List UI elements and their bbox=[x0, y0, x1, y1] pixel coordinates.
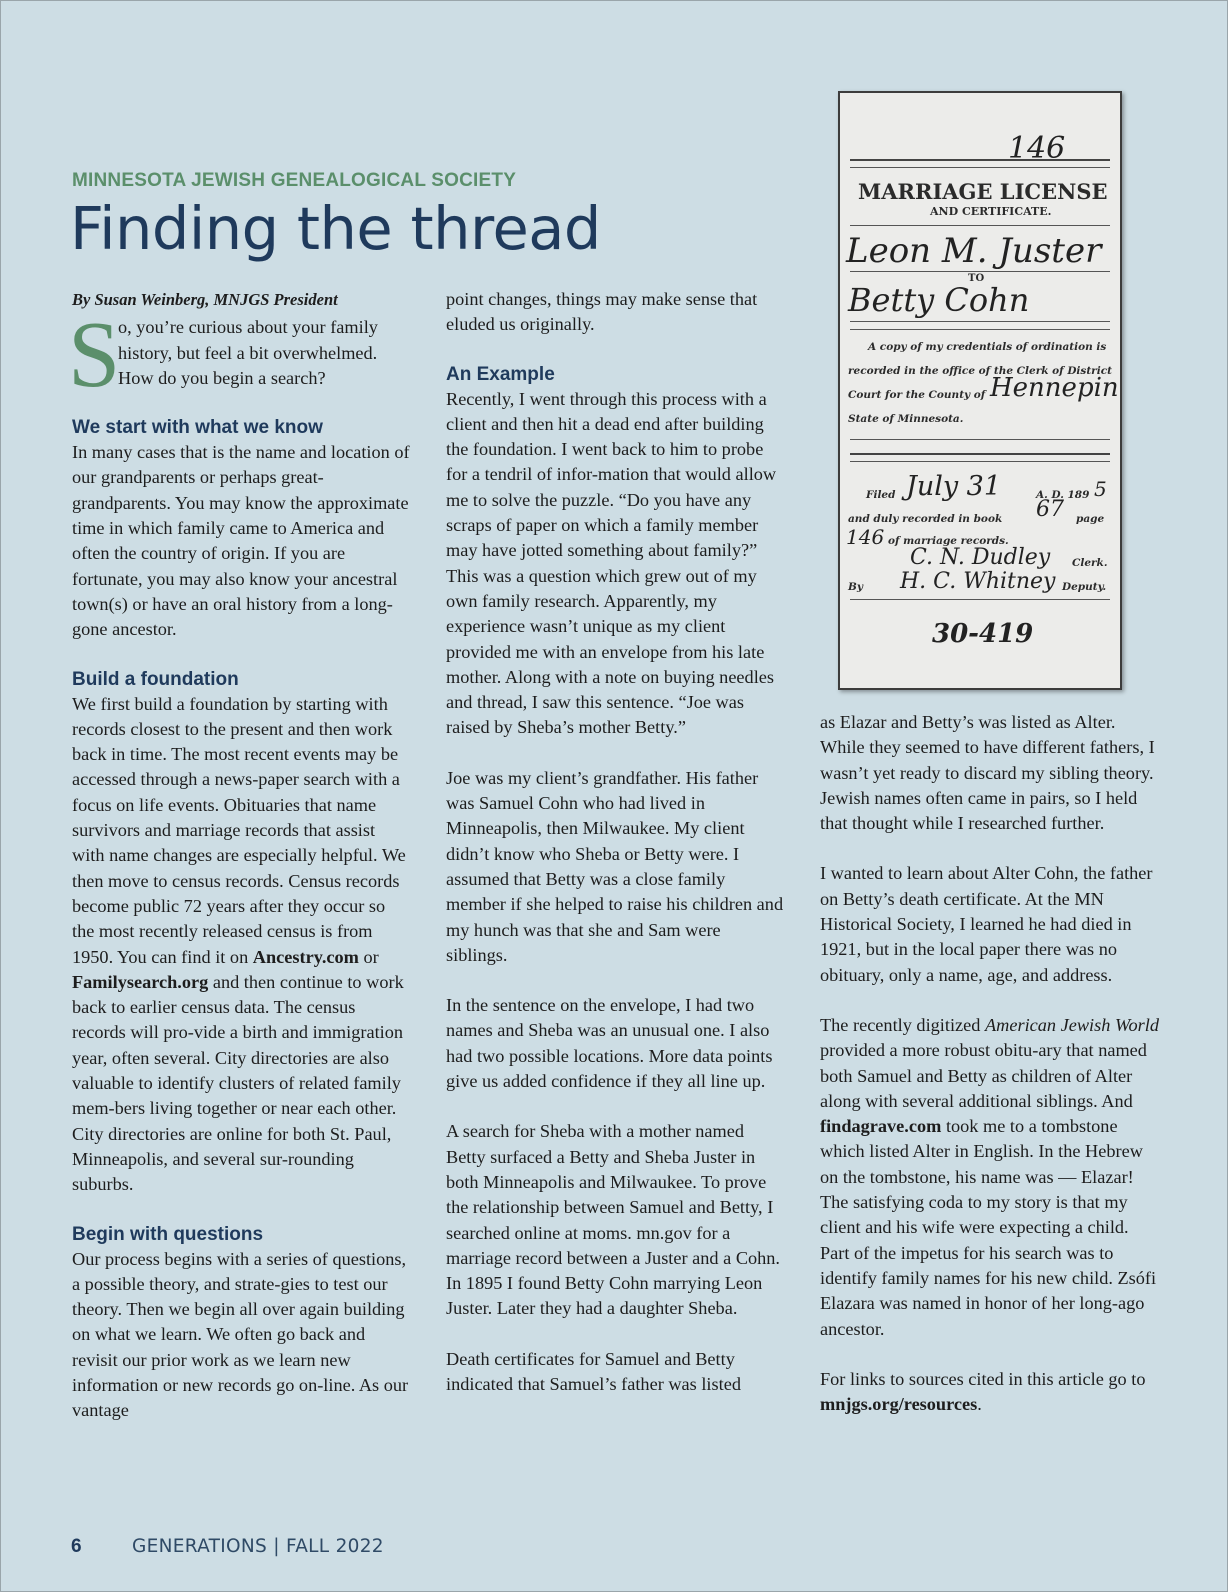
divider bbox=[850, 159, 1110, 161]
license-subtitle: AND CERTIFICATE. bbox=[930, 205, 1052, 218]
recorded-label: and duly recorded in book bbox=[848, 513, 1003, 525]
publication-footer: GENERATIONS | FALL 2022 bbox=[132, 1536, 384, 1557]
divider bbox=[850, 599, 1110, 600]
year-digit: 5 bbox=[1094, 477, 1107, 501]
paragraph-text: or bbox=[363, 946, 379, 967]
drop-cap: S bbox=[68, 303, 121, 408]
license-text: A copy of my credentials of ordination is bbox=[868, 341, 1107, 353]
paragraph-text: and then continue to work back to earlier census data. The census records will pro-vide a birth and immigration year, often several. City directories are also valuable to identify clusters of related family mem-bers living together or near each other. City directories are online for both St. Paul, Minneapolis, and several sur-rounding suburbs. bbox=[72, 971, 404, 1195]
divider bbox=[850, 321, 1110, 322]
ad-label: A. D. 189 bbox=[1036, 489, 1090, 501]
by-label: By bbox=[848, 581, 863, 593]
subhead-an-example: An Example bbox=[446, 363, 555, 385]
divider bbox=[850, 225, 1110, 226]
paragraph: as Elazar and Betty’s was listed as Alter. While they seemed to have different fathers, I wasn’t yet ready to discard my sibling theory. Jewish names often came in pairs, so I held that thought while I researched further. bbox=[820, 712, 1155, 834]
paragraph-links bbox=[820, 1367, 1160, 1418]
paragraph-ajw bbox=[820, 1013, 1160, 1342]
section-kicker: MINNESOTA JEWISH GENEALOGICAL SOCIETY bbox=[72, 170, 517, 191]
license-text: State of Minnesota. bbox=[848, 413, 964, 425]
clerk-signature: C. N. Dudley bbox=[910, 545, 1051, 570]
lead-text: o, you’re curious about your family history, but feel a bit overwhelmed. How do you begin a search? bbox=[118, 317, 378, 388]
byline: By Susan Weinberg, MNJGS President bbox=[72, 290, 338, 309]
paragraph: Joe was my client’s grandfather. His father was Samuel Cohn who had lived in Minneapolis, then Milwaukee. My client didn’t know who Sheba or Betty were. I assumed that Betty was a close family member if she helped to raise his children and my hunch was that she and Sam were siblings. bbox=[446, 767, 784, 965]
paragraph: point changes, things may make sense that eluded us originally. bbox=[446, 289, 758, 335]
paragraph-text: provided a more robust obitu-ary that named both Samuel and Betty as children of Alter along with several additional siblings. And bbox=[820, 1040, 1147, 1111]
page-number-handwriting: 146 bbox=[846, 525, 885, 549]
divider bbox=[850, 461, 1110, 462]
divider bbox=[850, 453, 1110, 455]
paragraph: Death certificates for Samuel and Betty indicated that Samuel’s father was listed bbox=[446, 1348, 741, 1394]
paragraph: Our process begins with a series of questions, a possible theory, and strate-gies to test our theory. Then we begin all over again building on what we learn. We often go back and revisit our prior work as we learn new information or new records go on-line. As our vantage bbox=[72, 1248, 409, 1421]
marriage-license-image bbox=[838, 91, 1122, 690]
paragraph: A search for Sheba with a mother named Betty surfaced a Betty and Sheba Juster in both Minneapolis and Milwaukee. To prove the relationship between Samuel and Betty, I searched online at moms. mn.gov for a marriage record between a Juster and a Cohn. In 1895 I found Betty Cohn marrying Leon Juster. Later they had a daughter Sheba. bbox=[446, 1121, 780, 1319]
column-3 bbox=[820, 710, 1160, 1417]
bride-signature: Betty Cohn bbox=[848, 281, 1030, 319]
paragraph: I wanted to learn about Alter Cohn, the father on Betty’s death certificate. At the MN Historical Society, I learned he had died in 1921, but in the local paper there was no obituary, only a name, age, and address. bbox=[820, 863, 1153, 985]
license-text: recorded in the office of the Clerk of District bbox=[848, 365, 1112, 377]
license-title: MARRIAGE LICENSE bbox=[858, 179, 1108, 204]
groom-signature: Leon M. Juster bbox=[846, 231, 1102, 271]
paragraph-text: took me to a tombstone which listed Alter in English. In the Hebrew on the tombstone, his name was — Elazar! The satisfying coda to my story is that my client and his wife were expecting a child. Part of the impetus for his search was to identify family names for his new child. Zsófi Elazara was named in honor of her long-ago ancestor. bbox=[820, 1116, 1157, 1339]
reference-number: 30-419 bbox=[932, 619, 1034, 649]
paragraph: In many cases that is the name and location of our grandparents or perhaps great-grandparents. You may know the approximate time in which family came to America and often the country of origin. If you are fortunate, you may also know your ancestral town(s) or have an oral history from a long-gone ancestor. bbox=[72, 442, 410, 640]
filed-label: Filed bbox=[866, 489, 896, 501]
newspaper-title: American Jewish World bbox=[984, 1014, 1159, 1035]
paragraph-text: We first build a foundation by starting with records closest to the present and then work back in time. The most recent events may be accessed through a news-paper search with a focus on life events. Obituaries that name survivors and marriage records that assist with name changes are especially helpful. We then move to census records. Census records become public 72 years after they occur so the most recently released census is from 1950. You can find it on bbox=[72, 693, 406, 967]
paragraph: Recently, I went through this process with a client and then hit a dead end after building the foundation. I went back to him to probe for a tendril of infor-mation that would allow me to solve the puzzle. “Do you have any scraps of paper on which a family member may have jotted something about family?” This was a question which grew out of my own family research. Apparently, my experience wasn’t unique as my client provided me with an envelope from his late mother. Along with a note on buying needles and thread, I saw this sentence. “Joe was raised by Sheba’s mother Betty.” bbox=[446, 388, 777, 738]
deputy-signature: H. C. Whitney bbox=[900, 569, 1056, 594]
paragraph: In the sentence on the envelope, I had two names and Sheba was an unusual one. I also had two possible locations. More data points give us added confidence if they all line up. bbox=[446, 995, 773, 1092]
column-2 bbox=[446, 287, 786, 1397]
filed-date: July 31 bbox=[906, 471, 1002, 502]
page-number: 6 bbox=[71, 1536, 82, 1557]
subhead-what-we-know: We start with what we know bbox=[72, 417, 323, 439]
divider bbox=[850, 167, 1110, 168]
article-title: Finding the thread bbox=[70, 194, 601, 263]
lead-paragraph bbox=[68, 303, 412, 408]
deputy-label: Deputy. bbox=[1062, 581, 1107, 593]
divider bbox=[850, 439, 1110, 440]
site-mnjgs-resources: mnjgs.org/resources bbox=[820, 1394, 978, 1415]
site-familysearch: Familysearch.org bbox=[72, 971, 209, 992]
license-to: TO bbox=[968, 273, 985, 284]
paragraph-foundation bbox=[72, 692, 412, 1198]
license-number: 146 bbox=[1008, 131, 1066, 166]
site-ancestry: Ancestry.com bbox=[252, 946, 359, 967]
county-handwriting: Hennepin bbox=[990, 373, 1119, 403]
page-label: page bbox=[1076, 513, 1105, 525]
divider bbox=[850, 271, 1110, 272]
paragraph-text: For links to sources cited in this article go to bbox=[820, 1368, 1146, 1389]
column-1 bbox=[68, 287, 412, 1424]
subhead-build-foundation: Build a foundation bbox=[72, 668, 239, 690]
paragraph-text: . bbox=[977, 1394, 982, 1415]
book-number: 67 bbox=[1036, 497, 1064, 522]
paragraph-text: The recently digitized bbox=[820, 1014, 981, 1035]
records-label: of marriage records. bbox=[888, 535, 1009, 547]
divider bbox=[850, 329, 1110, 330]
site-findagrave: findagrave.com bbox=[820, 1116, 942, 1137]
license-text: Court for the County of bbox=[848, 389, 986, 401]
subhead-begin-questions: Begin with questions bbox=[72, 1223, 264, 1245]
clerk-label: Clerk. bbox=[1072, 557, 1108, 569]
